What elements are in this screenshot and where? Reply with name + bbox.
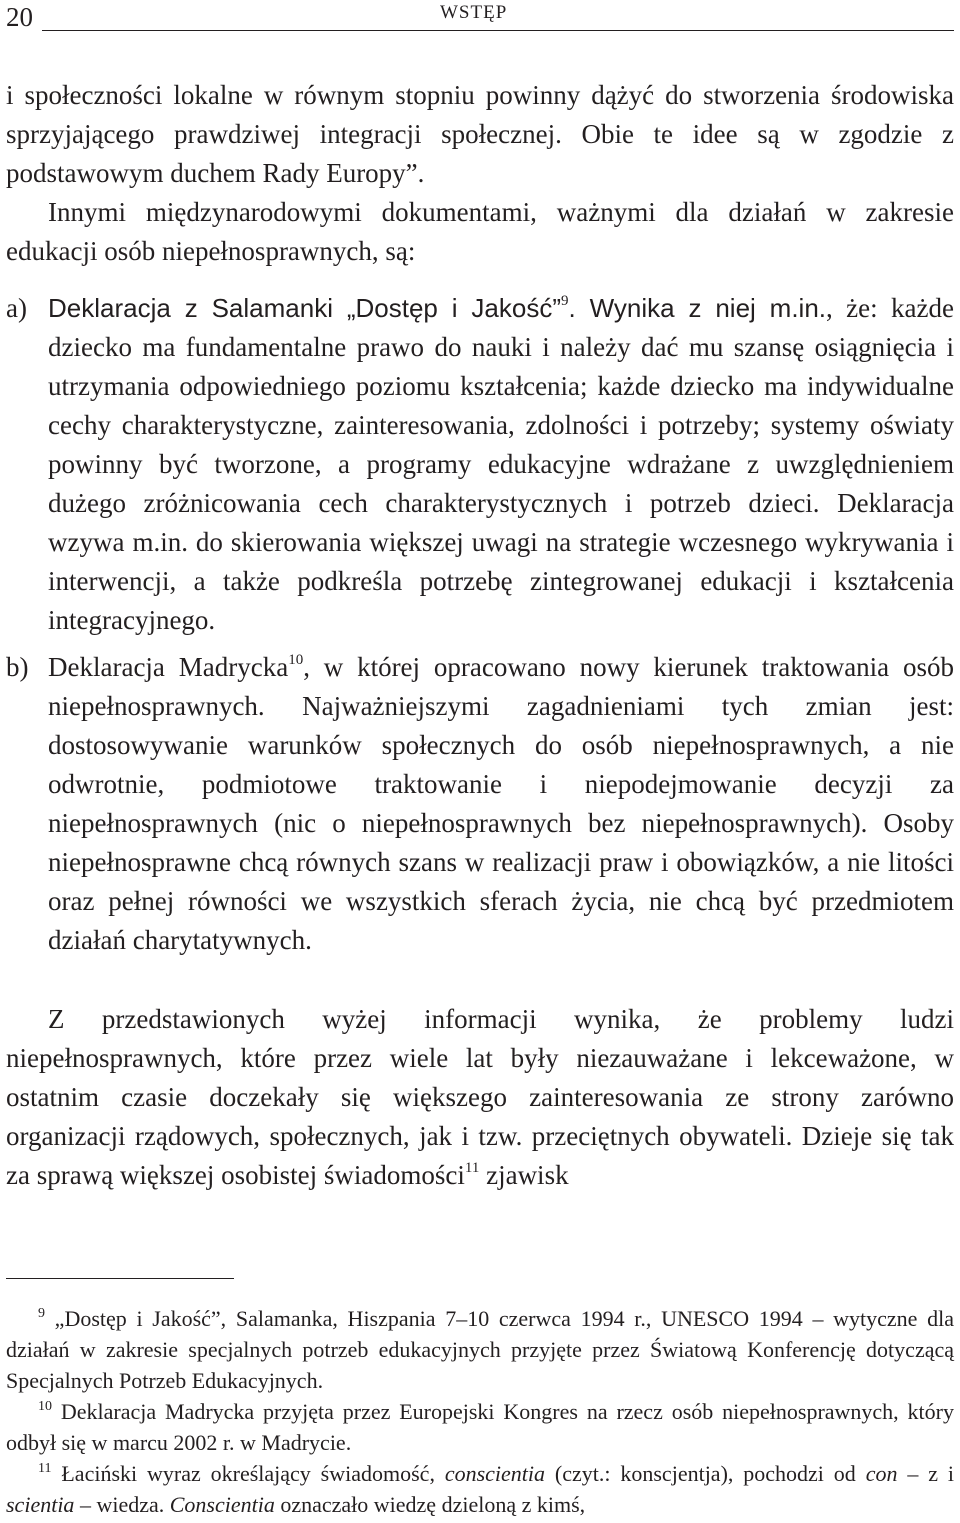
footnote-10-text: Deklaracja Madrycka przyjęta przez Europejski Kongres na rzecz osób niepełnosprawnych, który odbył się w marcu 2002 r. w Madrycie. — [6, 1399, 954, 1455]
footnote-11-italic-1: conscientia — [444, 1461, 546, 1486]
footnote-number-9: 9 — [38, 1306, 45, 1321]
footnote-ref-9[interactable]: 9 — [560, 293, 569, 309]
list-item-b — [6, 648, 954, 960]
salamanca-lead: . Wynika z niej m.in. — [568, 293, 827, 323]
main-text — [6, 76, 954, 1195]
intro-paragraph-2: Innymi międzynarodowymi dokumentami, ważnymi dla działań w zakresie edukacji osób niepełnosprawnych, są: — [6, 197, 954, 266]
closing-tail: zjawisk — [479, 1160, 569, 1190]
footnote-11-text-5: oznaczało wiedzę dzieloną z kimś, — [274, 1492, 586, 1517]
footnote-11-italic-2: con — [865, 1461, 898, 1486]
closing-paragraph — [6, 1000, 954, 1195]
madrid-text: , w której opracowano nowy kierunek traktowania osób niepełnosprawnych. Najważniejszymi zagadnieniami tych zmian jest: dostosowywanie warunków społecznych do osób niepełnosprawnych, a nie odwrotnie, podmiotowe traktowanie i niepodejmowanie decyzji za niepełnosprawnych (nic o niepełnosprawnych bez niepełnosprawnych). Osoby niepełnosprawne chcą równych szans w realizacji praw i obowiązków, a nie litości oraz pełnej równości we wszystkich sferach życia, nie chcą być przedmiotem działań charytatywnych. — [48, 652, 954, 955]
footnote-11-text-4: – wiedza. — [74, 1492, 170, 1517]
intro-paragraph-1: i społeczności lokalne w równym stopniu powinny dążyć do stworzenia środowiska sprzyjającego prawdziwej integracji społecznej. Obie te idee są w zgodzie z podstawowym duchem Rady Europy”. — [6, 80, 954, 188]
list-marker-a: a) — [6, 293, 27, 323]
list-marker-b: b) — [6, 652, 29, 682]
footnote-11-italic-3: scientia — [6, 1492, 75, 1517]
running-head: WSTĘP — [440, 2, 508, 23]
footnote-number-11: 11 — [38, 1461, 52, 1476]
footnote-9-text: „Dostęp i Jakość”, Salamanka, Hiszpania 7–10 czerwca 1994 r., UNESCO 1994 – wytyczne dla działań w zakresie specjalnych potrzeb edukacyjnych przyjęte przez Światową Konferencję dotyczącą Specjalnych Potrzeb Edukacyjnych. — [6, 1306, 954, 1393]
page-number: 20 — [6, 2, 33, 32]
madrid-title: Deklaracja Madrycka — [48, 652, 289, 682]
footnote-11 — [6, 1458, 954, 1520]
footnote-ref-11[interactable]: 11 — [464, 1160, 480, 1176]
footnote-11-text-3: – z i — [897, 1461, 954, 1486]
footnote-11-italic-4: Conscientia — [169, 1492, 275, 1517]
footnotes — [6, 1303, 954, 1520]
closing-text: Z przedstawionych wyżej informacji wynika, że problemy ludzi niepełnosprawnych, które przez wiele lat były niezauważane i lekceważone, w ostatnim czasie doczekały się większego zainteresowania ze strony zarówno organizacji rządowych, społecznych, jak i tzw. przeciętnych obywateli. Dzieje się tak za sprawą większej osobistej świadomości — [6, 1004, 954, 1190]
footnote-rule — [6, 1278, 234, 1279]
footnote-9 — [6, 1303, 954, 1396]
header-rule — [42, 30, 954, 31]
salamanca-text: , że: każde dziecko ma fundamentalne prawo do nauki i należy dać mu szansę osiągnięcia i utrzymania odpowiedniego poziomu kształcenia; każde dziecko ma indywidualne cechy charakterystyczne, zainteresowania, zdolności i potrzeby; systemy oświaty powinny być tworzone, a programy edukacyjne wdrażane z uwzględnieniem dużego zróżnicowania cech charakterystycznych i potrzeb dzieci. Deklaracja wzywa m.in. do skierowania większej uwagi na strategie wczesnego wykrywania i interwencji, a także podkreśla potrzebę zintegrowanej edukacji i kształcenia integracyjnego. — [48, 293, 955, 635]
declarations-list — [6, 289, 954, 960]
footnote-10 — [6, 1396, 954, 1458]
footnote-11-text-2: (czyt.: konscjentja), pochodzi od — [545, 1461, 866, 1486]
salamanca-title: Deklaracja z Salamanki „Dostęp i Jakość” — [48, 293, 561, 323]
footnote-11-text-1: Łaciński wyraz określający świadomość, — [51, 1461, 445, 1486]
list-item-a — [6, 289, 954, 640]
footnote-ref-10[interactable]: 10 — [288, 652, 304, 668]
page-header — [0, 0, 960, 40]
footnote-number-10: 10 — [38, 1399, 52, 1414]
